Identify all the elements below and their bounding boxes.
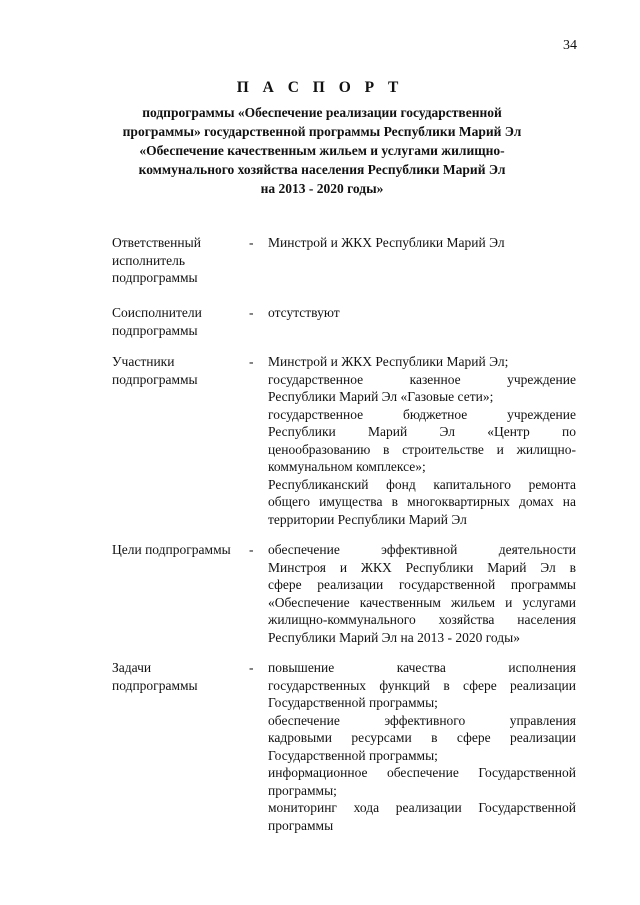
row-label: Ответственный исполнитель подпрограммы xyxy=(112,235,201,285)
row-label: Цели подпрограммы xyxy=(112,542,231,557)
value-line: ценообразованию в строительстве и жилищно- xyxy=(268,441,576,457)
value-line: сфере реализации государственной программы xyxy=(268,577,576,592)
value-line: отсутствуют xyxy=(268,305,340,320)
row-dash: - xyxy=(249,305,254,320)
value-line: Республики Марий Эл «Центр по xyxy=(268,424,576,439)
value-line: Минстрой и ЖКХ Республики Марий Эл; xyxy=(268,354,509,369)
value-line: кадровыми ресурсами в сфере реализации xyxy=(268,730,576,745)
row-value xyxy=(268,353,576,528)
subtitle-line: программы» государственной программы Республики Марий Эл xyxy=(122,124,522,139)
value-line: государственных функций в сфере реализации xyxy=(268,677,576,693)
value-line: обеспечение эффективного управления xyxy=(268,712,576,728)
value-line: общего имущества в многоквартирных домах на xyxy=(268,494,576,509)
subtitle-line: на 2013 - 2020 годы» xyxy=(260,181,384,196)
row-dash: - xyxy=(249,542,254,557)
value-line: Государственной программы; xyxy=(268,695,438,710)
value-line: программы xyxy=(268,817,334,833)
document-title: П А С П О Р Т xyxy=(236,79,404,96)
row-value xyxy=(268,541,576,646)
value-line: территории Республики Марий Эл xyxy=(268,511,467,527)
document-subtitle xyxy=(110,103,534,198)
value-line: Государственной программы; xyxy=(268,747,438,763)
value-line: жилищно-коммунального хозяйства населения xyxy=(268,612,576,627)
value-line: информационное обеспечение Государственной xyxy=(268,765,576,780)
value-line: Минстрой и ЖКХ Республики Марий Эл xyxy=(268,235,505,250)
value-line: Минстроя и ЖКХ Республики Марий Эл в xyxy=(268,559,576,575)
value-line: мониторинг хода реализации Государственной xyxy=(268,800,576,815)
value-line: государственное бюджетное учреждение xyxy=(268,406,576,422)
value-line: государственное казенное учреждение xyxy=(268,371,576,387)
row-label: Соисполнители подпрограммы xyxy=(112,305,202,338)
value-line: Республиканский фонд капитального ремонта xyxy=(268,476,576,492)
value-line: коммунальном комплексе»; xyxy=(268,459,426,474)
subtitle-line: «Обеспечение качественным жильем и услугами жилищно- xyxy=(139,143,505,158)
value-line: обеспечение эффективной деятельности xyxy=(268,542,576,557)
value-line: «Обеспечение качественным жильем и услугами xyxy=(268,594,576,610)
row-value xyxy=(268,659,576,834)
value-line: Республики Марий Эл «Газовые сети»; xyxy=(268,389,494,404)
subtitle-line: коммунального хозяйства населения Республики Марий Эл xyxy=(138,162,506,177)
row-label: Задачи подпрограммы xyxy=(112,660,198,693)
subtitle-line: подпрограммы «Обеспечение реализации государственной xyxy=(142,105,502,120)
row-value xyxy=(268,304,576,322)
value-line: программы; xyxy=(268,782,337,798)
row-dash: - xyxy=(249,235,254,250)
row-value xyxy=(268,234,576,252)
value-line: повышение качества исполнения xyxy=(268,660,576,675)
row-dash: - xyxy=(249,354,254,369)
value-line: Республики Марий Эл на 2013 - 2020 годы» xyxy=(268,629,520,645)
row-label: Участники подпрограммы xyxy=(112,354,198,387)
page-number: 34 xyxy=(563,38,577,53)
row-dash: - xyxy=(249,660,254,675)
